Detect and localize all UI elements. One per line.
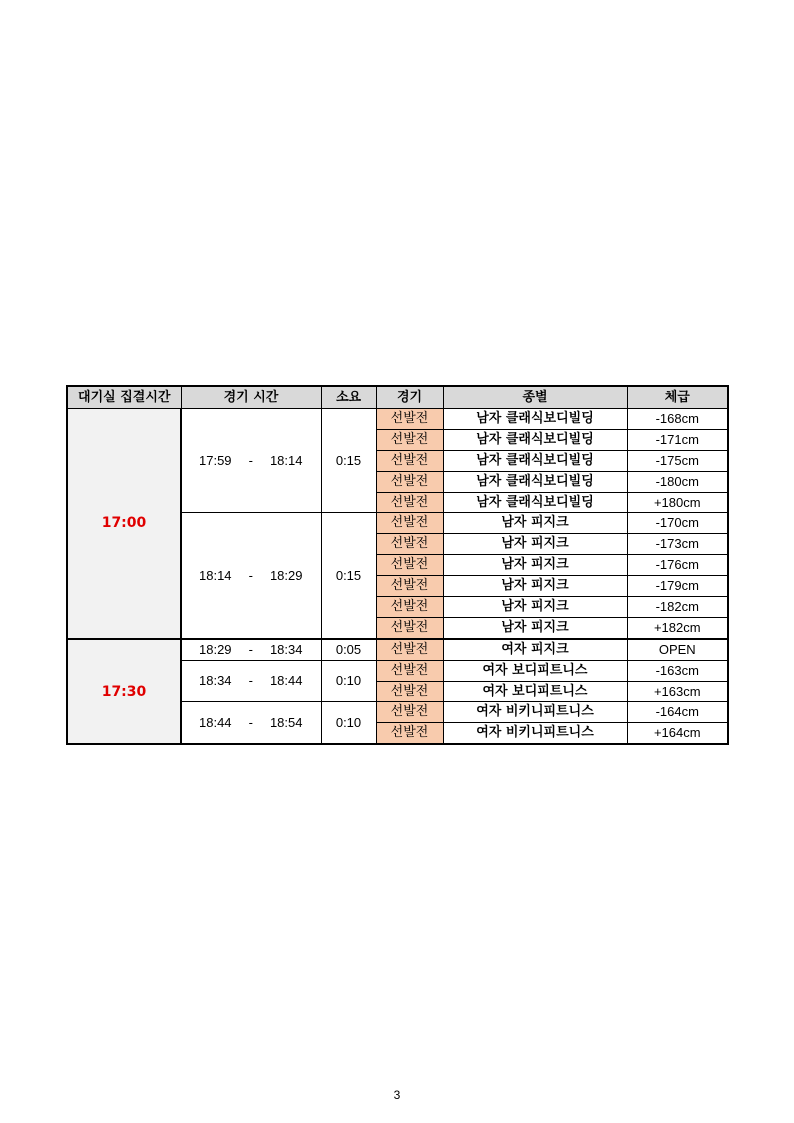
event-cell: 남자 피지크 [443, 534, 627, 555]
round-cell: 선발전 [376, 617, 443, 638]
round-cell: 선발전 [376, 597, 443, 618]
event-cell: 남자 피지크 [443, 617, 627, 638]
end-time: 18:54 [269, 714, 303, 730]
weight-class-cell: -173cm [627, 534, 728, 555]
match-time-cell [181, 639, 321, 660]
event-cell: 남자 피지크 [443, 513, 627, 534]
event-cell: 남자 피지크 [443, 597, 627, 618]
round-cell: 선발전 [376, 702, 443, 723]
table-row [67, 639, 728, 660]
round-cell: 선발전 [376, 450, 443, 471]
round-cell: 선발전 [376, 681, 443, 702]
header-match-time: 경기 시간 [181, 386, 321, 409]
weight-class-cell: +163cm [627, 681, 728, 702]
match-time-cell [181, 702, 321, 744]
round-cell: 선발전 [376, 576, 443, 597]
weight-class-cell: +180cm [627, 492, 728, 513]
page-number: 3 [393, 1088, 401, 1102]
header-round: 경기 [376, 386, 443, 409]
match-time-cell [181, 660, 321, 702]
weight-class-cell: -170cm [627, 513, 728, 534]
event-cell: 여자 비키니피트니스 [443, 723, 627, 744]
round-cell: 선발전 [376, 660, 443, 681]
time-separator: - [248, 567, 253, 583]
round-cell: 선발전 [376, 639, 443, 660]
start-time: 18:14 [199, 567, 232, 583]
weight-class-cell: -175cm [627, 450, 728, 471]
end-time: 18:34 [269, 641, 303, 657]
wait-time-cell: 17:00 [67, 409, 181, 639]
round-cell: 선발전 [376, 513, 443, 534]
start-time: 18:44 [199, 714, 232, 730]
event-cell: 남자 클래식보디빌딩 [443, 471, 627, 492]
duration-cell: 0:10 [321, 660, 376, 702]
end-time: 18:29 [269, 567, 303, 583]
start-time: 18:29 [199, 641, 232, 657]
weight-class-cell: OPEN [627, 639, 728, 660]
round-cell: 선발전 [376, 555, 443, 576]
end-time: 18:14 [269, 452, 303, 468]
table-row [67, 409, 728, 430]
weight-class-cell: -171cm [627, 429, 728, 450]
schedule-body [67, 409, 728, 745]
time-separator: - [248, 673, 253, 689]
match-time-cell [181, 513, 321, 639]
weight-class-cell: -163cm [627, 660, 728, 681]
event-cell: 남자 피지크 [443, 555, 627, 576]
event-cell: 남자 클래식보디빌딩 [443, 409, 627, 430]
header-weight-class: 체급 [627, 386, 728, 409]
weight-class-cell: -180cm [627, 471, 728, 492]
round-cell: 선발전 [376, 723, 443, 744]
event-cell: 여자 보디피트니스 [443, 660, 627, 681]
round-cell: 선발전 [376, 471, 443, 492]
event-cell: 여자 피지크 [443, 639, 627, 660]
match-time-cell [181, 409, 321, 513]
round-cell: 선발전 [376, 409, 443, 430]
time-separator: - [248, 714, 253, 730]
weight-class-cell: -179cm [627, 576, 728, 597]
header-wait-time: 대기실 집결시간 [67, 386, 181, 409]
duration-cell: 0:05 [321, 639, 376, 660]
duration-cell: 0:10 [321, 702, 376, 744]
event-cell: 여자 보디피트니스 [443, 681, 627, 702]
event-cell: 남자 클래식보디빌딩 [443, 492, 627, 513]
start-time: 17:59 [199, 452, 232, 468]
duration-cell: 0:15 [321, 409, 376, 513]
duration-cell: 0:15 [321, 513, 376, 639]
header-duration: 소요 [321, 386, 376, 409]
round-cell: 선발전 [376, 492, 443, 513]
end-time: 18:44 [269, 673, 303, 689]
event-cell: 여자 비키니피트니스 [443, 702, 627, 723]
weight-class-cell: +164cm [627, 723, 728, 744]
competition-schedule-table [66, 385, 729, 745]
weight-class-cell: -164cm [627, 702, 728, 723]
event-cell: 남자 클래식보디빌딩 [443, 450, 627, 471]
time-separator: - [248, 452, 253, 468]
event-cell: 남자 클래식보디빌딩 [443, 429, 627, 450]
round-cell: 선발전 [376, 429, 443, 450]
weight-class-cell: -168cm [627, 409, 728, 430]
start-time: 18:34 [199, 673, 232, 689]
wait-time-cell: 17:30 [67, 639, 181, 744]
header-event: 종별 [443, 386, 627, 409]
round-cell: 선발전 [376, 534, 443, 555]
event-cell: 남자 피지크 [443, 576, 627, 597]
header-row [67, 386, 728, 409]
weight-class-cell: -182cm [627, 597, 728, 618]
weight-class-cell: -176cm [627, 555, 728, 576]
time-separator: - [248, 641, 253, 657]
weight-class-cell: +182cm [627, 617, 728, 638]
